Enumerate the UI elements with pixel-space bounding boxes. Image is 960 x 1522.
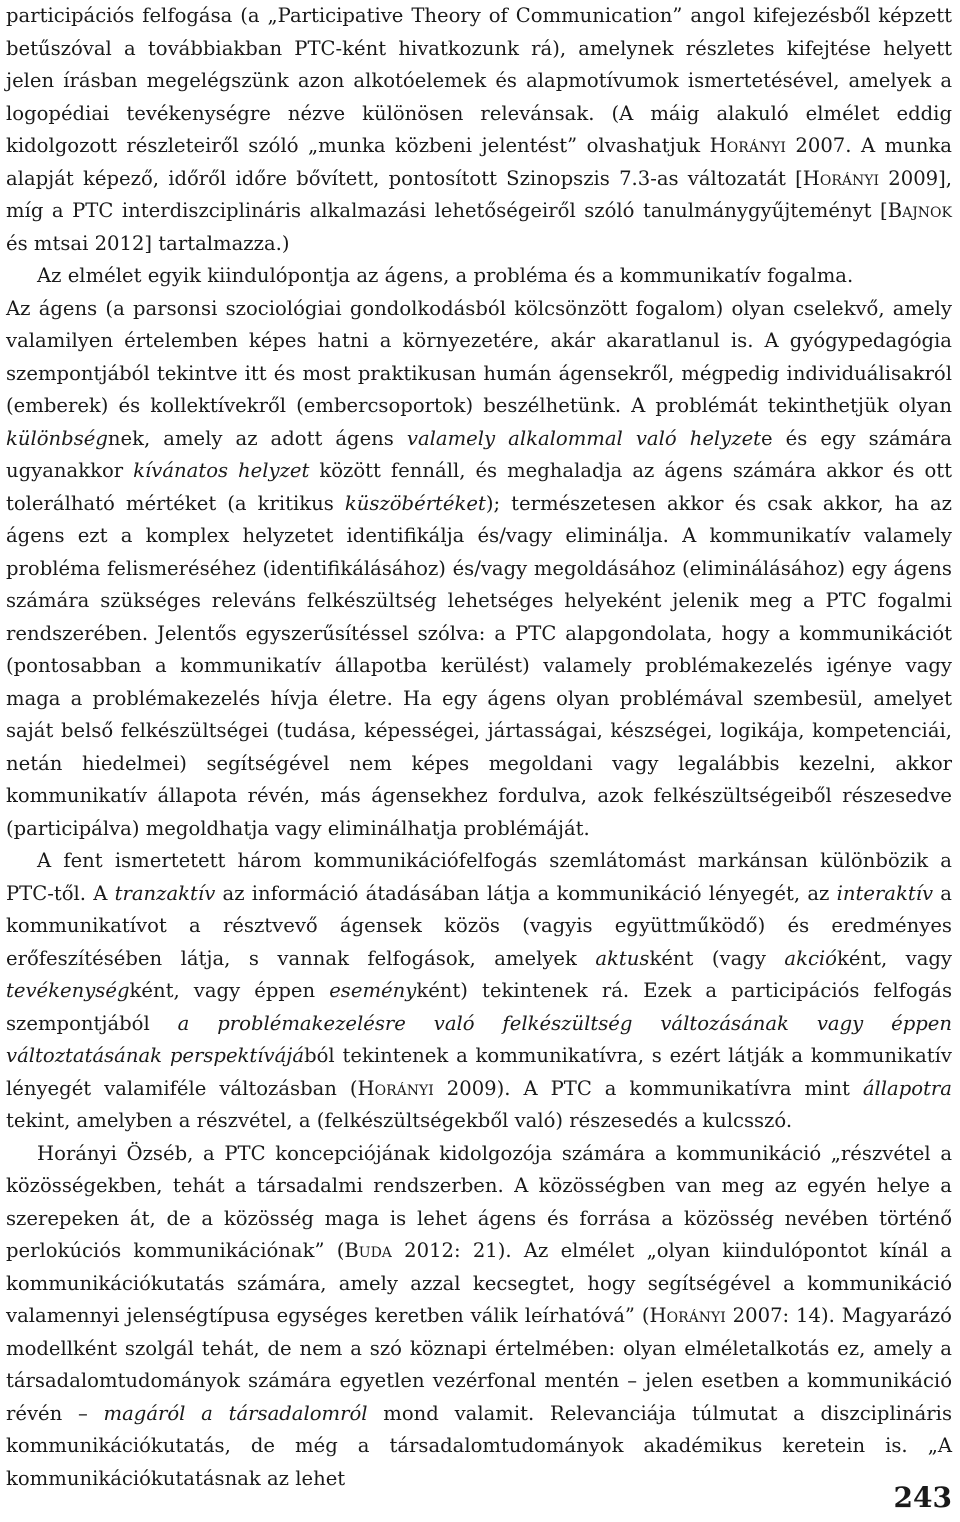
author-name: Horányi — [709, 134, 786, 157]
author-name: Buda — [344, 1239, 392, 1262]
author-name: Horányi — [357, 1076, 434, 1100]
text-run: A fent ismertetett három kommunikációfelfogás szemlátomást markánsan különbözik a PTC-től. A — [6, 849, 952, 905]
page-body-text — [6, 0, 952, 1495]
italic-text: valamely alkalommal való helyzet — [406, 426, 762, 450]
text-run: 2007. A munka alapját képező, időről időre bővített, pontosított Szinopszis 7.3-as változatát [ — [6, 134, 952, 190]
text-run: e és egy számára ugyanakkor — [6, 426, 952, 482]
italic-text: interaktív — [836, 881, 934, 905]
page-number: 243 — [893, 1481, 952, 1514]
author-name: Bajnok — [887, 199, 952, 222]
text-run: az információ átadásában látja a kommunikáció lényegét, az — [215, 881, 837, 905]
text-run: 2012: 21). Az elmélet „olyan kiindulópontot kínál a kommunikációkutatás számára, amely azzal kecsegtet, hogy segítségével a kommunikáció valamennyi jelenségtípusa egységes keretben válik leírhatóvá” ( — [6, 1239, 952, 1327]
paragraph — [6, 845, 952, 1138]
italic-text: esemény — [329, 979, 417, 1002]
paragraph — [6, 260, 952, 293]
paragraph — [6, 293, 952, 846]
italic-text: a problémakezelésre való felkészültség változásának vagy éppen változtatásának perspektívájá — [6, 1011, 952, 1067]
italic-text: küszöbértéket — [344, 491, 486, 515]
italic-text: különbség — [6, 426, 108, 450]
italic-text: tranzaktív — [114, 881, 216, 905]
italic-text: aktus — [595, 946, 650, 970]
text-run: participációs felfogása (a „Participative Theory of Communication” angol kifejezésből képzett betűszóval a továbbiakban PTC-ként hivatkozunk rá), amelynek részletes kifejtése helyett jelen írásban megelégszünk azon alkotóelemek és alapmotívumok ismertetésével, amelyek a logopédiai tevékenységre nézve különösen relevánsak. (A máig alakuló elmélet eddig kidolgozott részleteiről szóló „munka közbeni jelentést” olvashatjuk — [6, 4, 952, 157]
text-run: Az ágens (a parsonsi szociológiai gondolkodásból kölcsönzött fogalom) olyan cselekvő, amely valamilyen értelemben képes hatni a környezetére, akár akaratlanul is. A gyógypedagógia szempontjából tekintve itt és most praktikusan humán ágensekről, mégpedig individuálisakról (emberek) és kollektívekről (embercsoportok) beszélhetünk. A problémát tekinthetjük olyan — [6, 296, 952, 417]
italic-text: magáról a társadalomról — [103, 1401, 368, 1425]
italic-text: tevékenység — [6, 979, 130, 1002]
paragraph — [6, 0, 952, 260]
italic-text: akció — [784, 946, 837, 970]
author-name: Horányi — [802, 166, 880, 190]
text-run: tekint, amelyben a részvétel, a (felkészültségekből való) részesedés a kulcsszó. — [6, 1109, 793, 1132]
italic-text: állapotra — [862, 1076, 952, 1100]
text-run: mond valamit. Relevanciája túlmutat a diszciplináris kommunikációkutatás, de még a társadalomtudományok akadémikus keretein is. „A kommunikációkutatásnak az lehet — [6, 1401, 952, 1490]
text-run: és mtsai 2012] tartalmazza.) — [6, 231, 290, 255]
text-run: nek, amely az adott ágens — [107, 426, 407, 450]
paragraph — [6, 1138, 952, 1496]
italic-text: kívánatos helyzet — [133, 459, 310, 482]
text-run: 2009], míg a PTC interdiszciplináris alkalmazási lehetőségeiről szóló tanulmánygyűjteményt [ — [6, 166, 953, 222]
text-run: 2009). A PTC a kommunikatívra mint — [433, 1076, 863, 1100]
author-name: Horányi — [649, 1304, 726, 1327]
text-run: ként, vagy éppen — [129, 979, 330, 1002]
text-run: ként) tekintenek rá. Ezek a participációs felfogás szempontjából — [6, 979, 952, 1035]
text-run: 2007: 14). Magyarázó modellként szolgál tehát, de nem a szó köznapi értelmében: olyan elméletalkotás ez, amely a társadalomtudományok számára egyetlen vezérfonal mentén – jelen esetben a kommunikáció révén – — [6, 1304, 952, 1425]
text-run: a kommunikatívot a résztvevő ágensek közös (vagyis együttműködő) és eredményes erőfeszítésében látja, s vannak felfogások, amelyek — [6, 881, 952, 970]
text-run: ként (vagy — [649, 946, 785, 970]
text-run: Horányi Özséb, a PTC koncepciójának kidolgozója számára a kommunikáció „részvétel a közösségekben, tehát a társadalmi rendszerben. A közösségben van meg az egyén helye a szerepeken át, de a közösség maga is lehet ágens és forrása a közösség nevében történő perlokúciós kommunikációnak” ( — [6, 1141, 952, 1262]
text-run: ); természetesen akkor és csak akkor, ha az ágens ezt a komplex helyzetet identifikálja és/vagy eliminálja. A kommunikatív valamely probléma felismeréséhez (identifikálásához) és/vagy megoldásához (eliminálásához) egy ágens számára szükséges releváns felkészültség lehetséges helyeként jelenik meg a PTC fogalmi rendszerében. Jelentős egyszerűsítéssel szólva: a PTC alapgondolata, hogy a kommunikációt (pontosabban a kommunikatív állapotba kerülést) valamely problémakezelés igénye vagy maga a problémakezelés hívja életre. Ha egy ágens olyan problémával szembesül, amelyet saját belső felkészültségei (tudása, képességei, jártasságai, készségei, logikája, kompetenciái, netán hiedelmei) segítségével nem képes megoldani vagy legalábbis kezelni, akkor kommunikatív állapota révén, más ágensekhez fordulva, azok felkészültségeiből részesedve (participálva) megoldhatja vagy eliminálhatja problémáját. — [6, 491, 952, 840]
text-run: ként, vagy — [836, 946, 953, 970]
text-run: ból tekintenek a kommunikatívra, s ezért látják a kommunikatív lényegét valamiféle változásban ( — [6, 1044, 952, 1100]
text-run: között fennáll, és meghaladja az ágens számára akkor és ott tolerálható mértéket (a kritikus — [6, 459, 952, 515]
text-run: Az elmélet egyik kiindulópontja az ágens, a probléma és a kommunikatív fogalma. — [37, 264, 854, 287]
